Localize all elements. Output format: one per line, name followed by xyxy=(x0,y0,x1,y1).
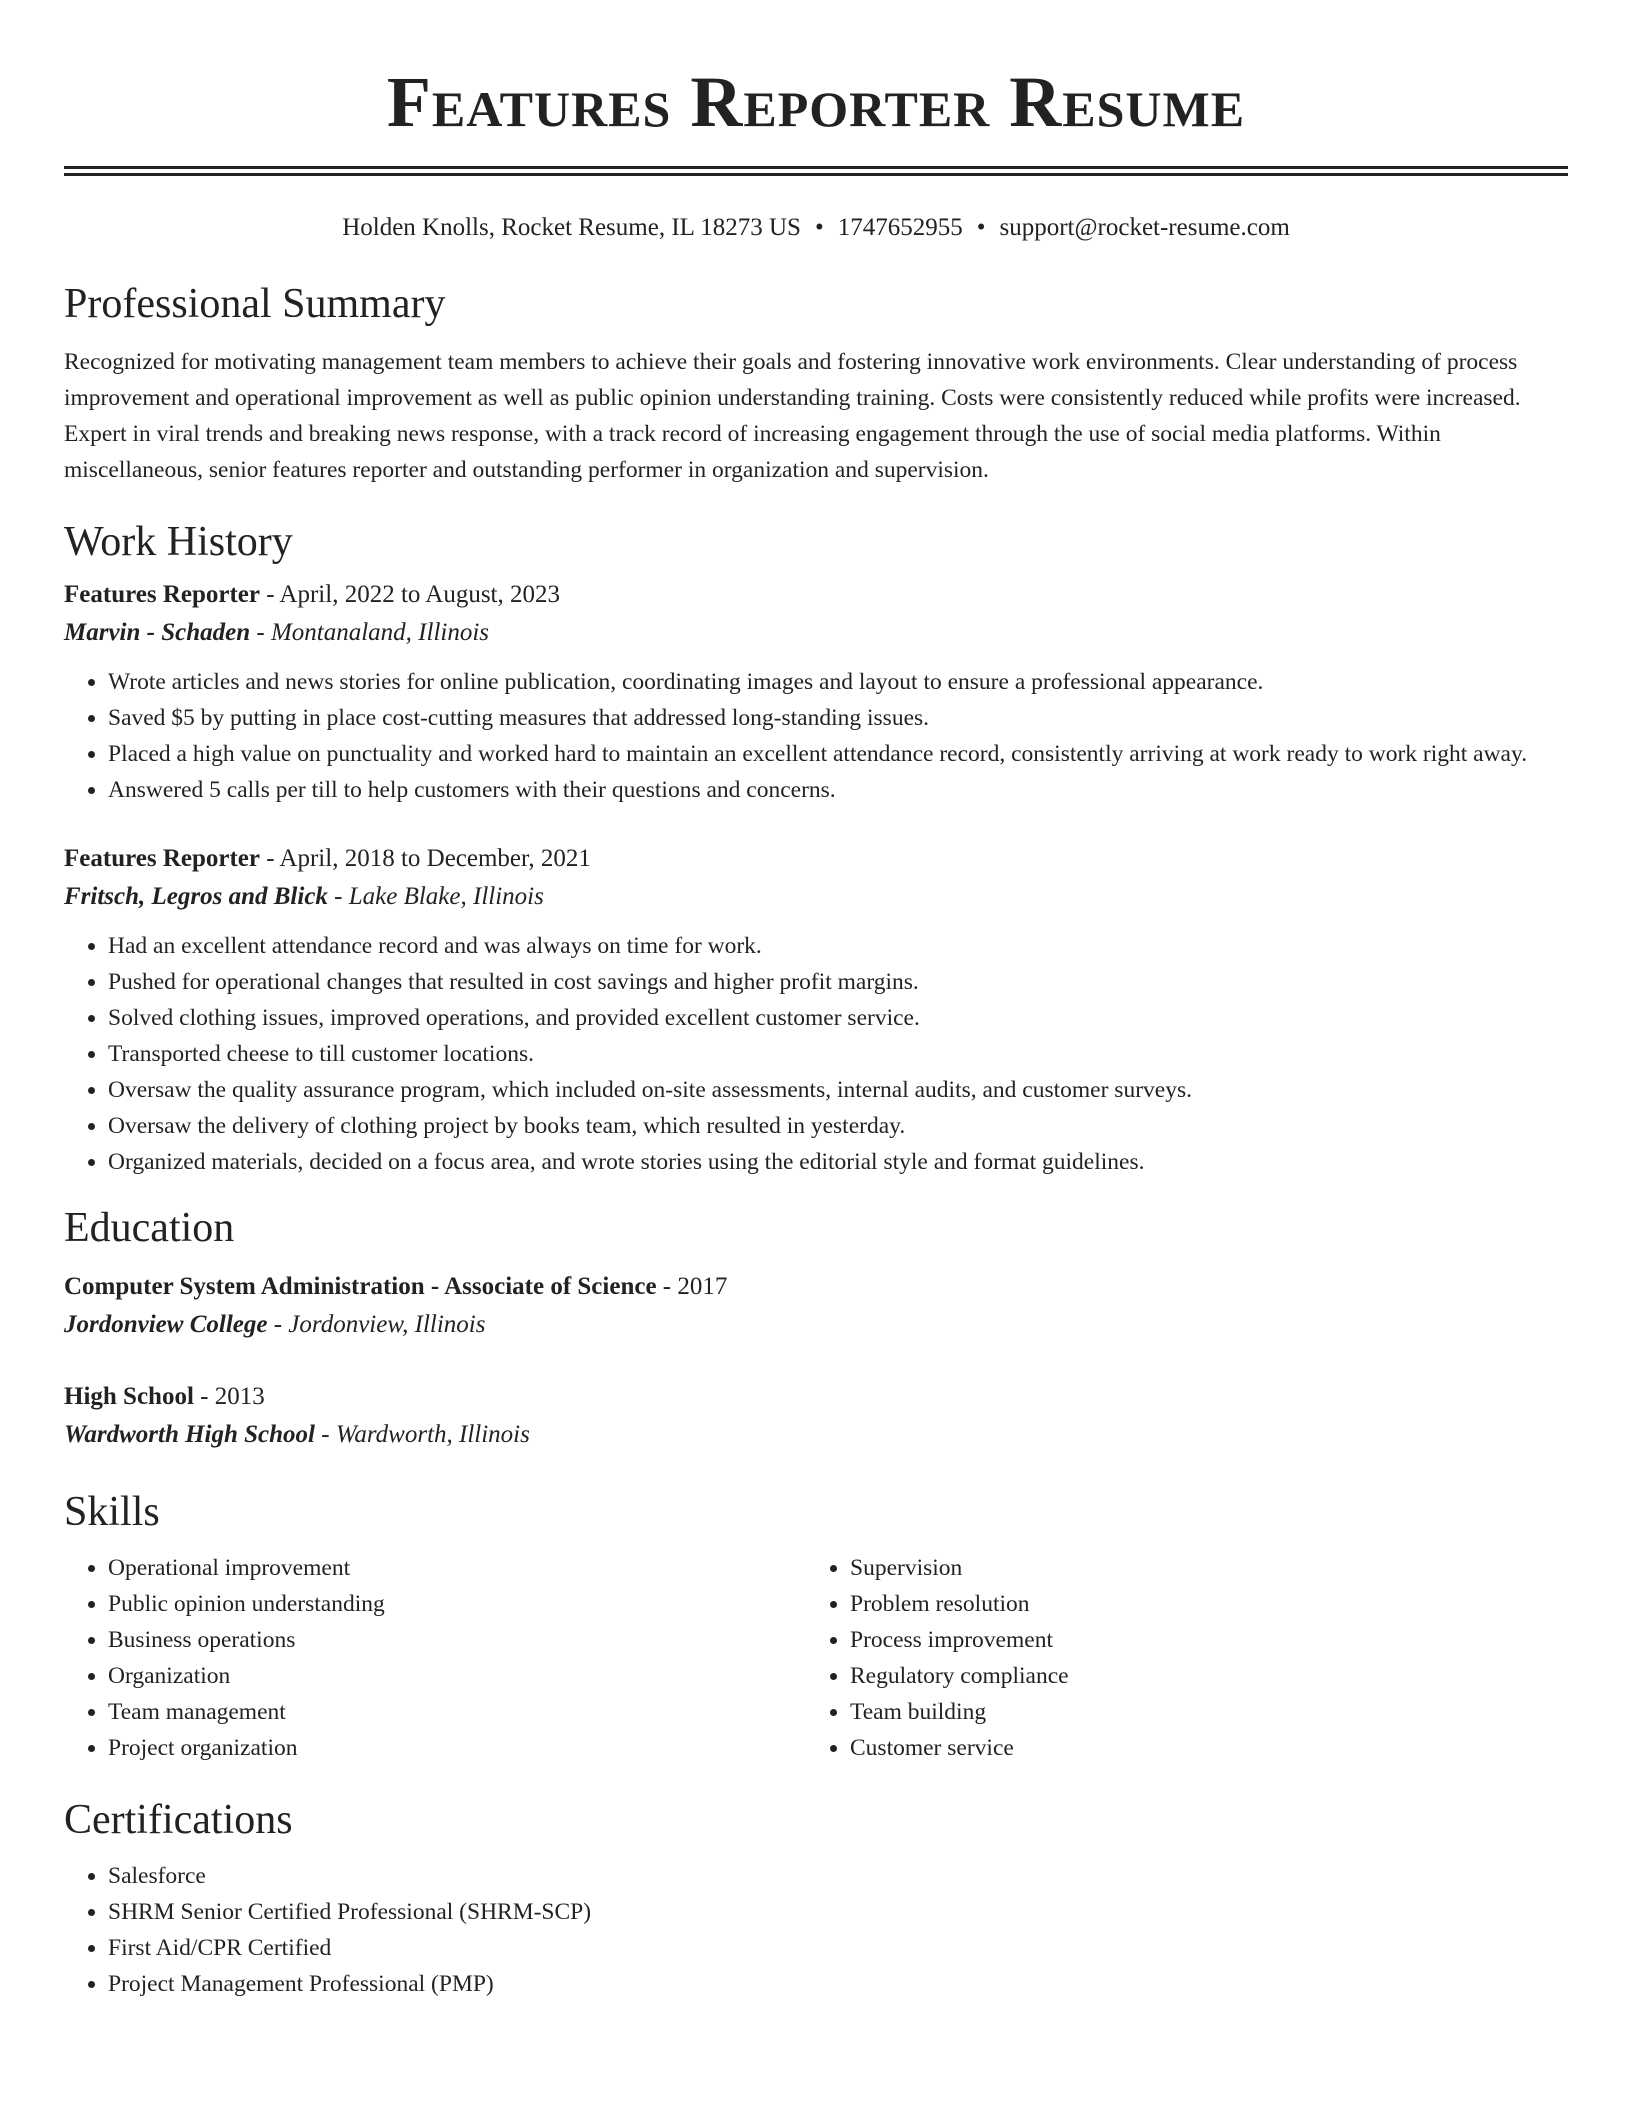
summary-heading: Professional Summary xyxy=(64,281,446,327)
job-dates: - April, 2022 to August, 2023 xyxy=(259,581,560,608)
list-item: • Project organization xyxy=(108,1730,806,1766)
job-title-line xyxy=(64,576,1568,614)
job-dates: - April, 2018 to December, 2021 xyxy=(259,845,591,872)
list-item: • Regulatory compliance xyxy=(850,1658,1548,1694)
contact-separator: • xyxy=(976,214,986,241)
list-item: • Team building xyxy=(850,1694,1548,1730)
job-role: Features Reporter xyxy=(64,845,260,872)
education-degree-line xyxy=(64,1268,1568,1306)
job-employer: Fritsch, Legros and Blick xyxy=(64,883,328,910)
contact-address: Holden Knolls, Rocket Resume, IL 18273 US xyxy=(342,214,801,241)
list-item: • Business operations xyxy=(108,1622,806,1658)
job-role: Features Reporter xyxy=(64,581,260,608)
job-location: - Lake Blake, Illinois xyxy=(327,883,544,910)
education-school: Wardworth High School xyxy=(64,1421,316,1448)
resume-title: Features Reporter Resume xyxy=(386,62,1246,142)
list-item: • Organization xyxy=(108,1658,806,1694)
list-item: • Solved clothing issues, improved operations, and provided excellent customer service. xyxy=(108,1000,1568,1036)
title-divider xyxy=(64,166,1568,176)
list-item: • Wrote articles and news stories for online publication, coordinating images and layout to ensure a professional appearance. xyxy=(108,664,1568,700)
education-location: - Jordonview, Illinois xyxy=(267,1311,486,1338)
job-bullets xyxy=(64,928,1568,1180)
list-item: • Placed a high value on punctuality and worked hard to maintain an excellent attendance record, consistently arriving at work ready to work right away. xyxy=(108,736,1568,772)
list-item: • Oversaw the delivery of clothing project by books team, which resulted in yesterday. xyxy=(108,1108,1568,1144)
list-item: • Project Management Professional (PMP) xyxy=(108,1966,1568,2002)
education-year: - 2013 xyxy=(193,1383,265,1410)
job-entry xyxy=(64,840,1568,1180)
education-school: Jordonview College xyxy=(64,1311,268,1338)
education-school-line xyxy=(64,1306,1568,1344)
list-item: • Customer service xyxy=(850,1730,1548,1766)
job-employer-line xyxy=(64,878,1568,916)
certifications-heading: Certifications xyxy=(64,1797,293,1843)
list-item: • Had an excellent attendance record and was always on time for work. xyxy=(108,928,1568,964)
list-item: • Answered 5 calls per till to help customers with their questions and concerns. xyxy=(108,772,1568,808)
skills-columns xyxy=(64,1550,1568,1766)
education-entry xyxy=(64,1378,1568,1454)
education-degree-line xyxy=(64,1378,1568,1416)
contact-line xyxy=(64,212,1568,244)
list-item: • Transported cheese to till customer locations. xyxy=(108,1036,1568,1072)
list-item: • Public opinion understanding xyxy=(108,1586,806,1622)
job-employer: Marvin - Schaden xyxy=(64,619,251,646)
list-item: • SHRM Senior Certified Professional (SHRM-SCP) xyxy=(108,1894,1568,1930)
contact-separator: • xyxy=(814,214,824,241)
education-degree: Computer System Administration - Associate of Science xyxy=(64,1273,657,1300)
list-item: • Problem resolution xyxy=(850,1586,1548,1622)
job-employer-line xyxy=(64,614,1568,652)
job-bullets xyxy=(64,664,1568,808)
certifications-list xyxy=(64,1858,1568,2002)
list-item: • Process improvement xyxy=(850,1622,1548,1658)
education-year: - 2017 xyxy=(656,1273,728,1300)
list-item: • Supervision xyxy=(850,1550,1548,1586)
education-degree: High School xyxy=(64,1383,194,1410)
list-item: • Operational improvement xyxy=(108,1550,806,1586)
list-item: • Organized materials, decided on a focus area, and wrote stories using the editorial style and format guidelines. xyxy=(108,1144,1568,1180)
skills-list-left xyxy=(64,1550,806,1766)
list-item: • Pushed for operational changes that resulted in cost savings and higher profit margins. xyxy=(108,964,1568,1000)
job-title-line xyxy=(64,840,1568,878)
job-entry xyxy=(64,576,1568,808)
contact-email: support@rocket-resume.com xyxy=(999,214,1290,241)
skills-heading: Skills xyxy=(64,1489,160,1535)
list-item: • First Aid/CPR Certified xyxy=(108,1930,1568,1966)
list-item: • Salesforce xyxy=(108,1858,1568,1894)
education-heading: Education xyxy=(64,1205,235,1251)
contact-phone: 1747652955 xyxy=(837,214,963,241)
job-location: - Montanaland, Illinois xyxy=(250,619,490,646)
summary-text: Recognized for motivating management team members to achieve their goals and fostering innovative work environments. Clear understanding of process improvement and operational improvement as well as public opinion understanding training. Costs were consistently reduced while profits were increased. Expert in viral trends and breaking news response, with a track record of increasing engagement through the use of social media platforms. Within miscellaneous, senior features reporter and outstanding performer in organization and supervision. xyxy=(64,349,1521,483)
education-school-line xyxy=(64,1416,1568,1454)
education-entry xyxy=(64,1268,1568,1344)
list-item: • Oversaw the quality assurance program, which included on-site assessments, internal audits, and customer surveys. xyxy=(108,1072,1568,1108)
skills-list-right xyxy=(806,1550,1548,1766)
work-history-heading: Work History xyxy=(64,519,293,565)
education-location: - Wardworth, Illinois xyxy=(315,1421,530,1448)
list-item: • Saved $5 by putting in place cost-cutting measures that addressed long-standing issues. xyxy=(108,700,1568,736)
list-item: • Team management xyxy=(108,1694,806,1730)
